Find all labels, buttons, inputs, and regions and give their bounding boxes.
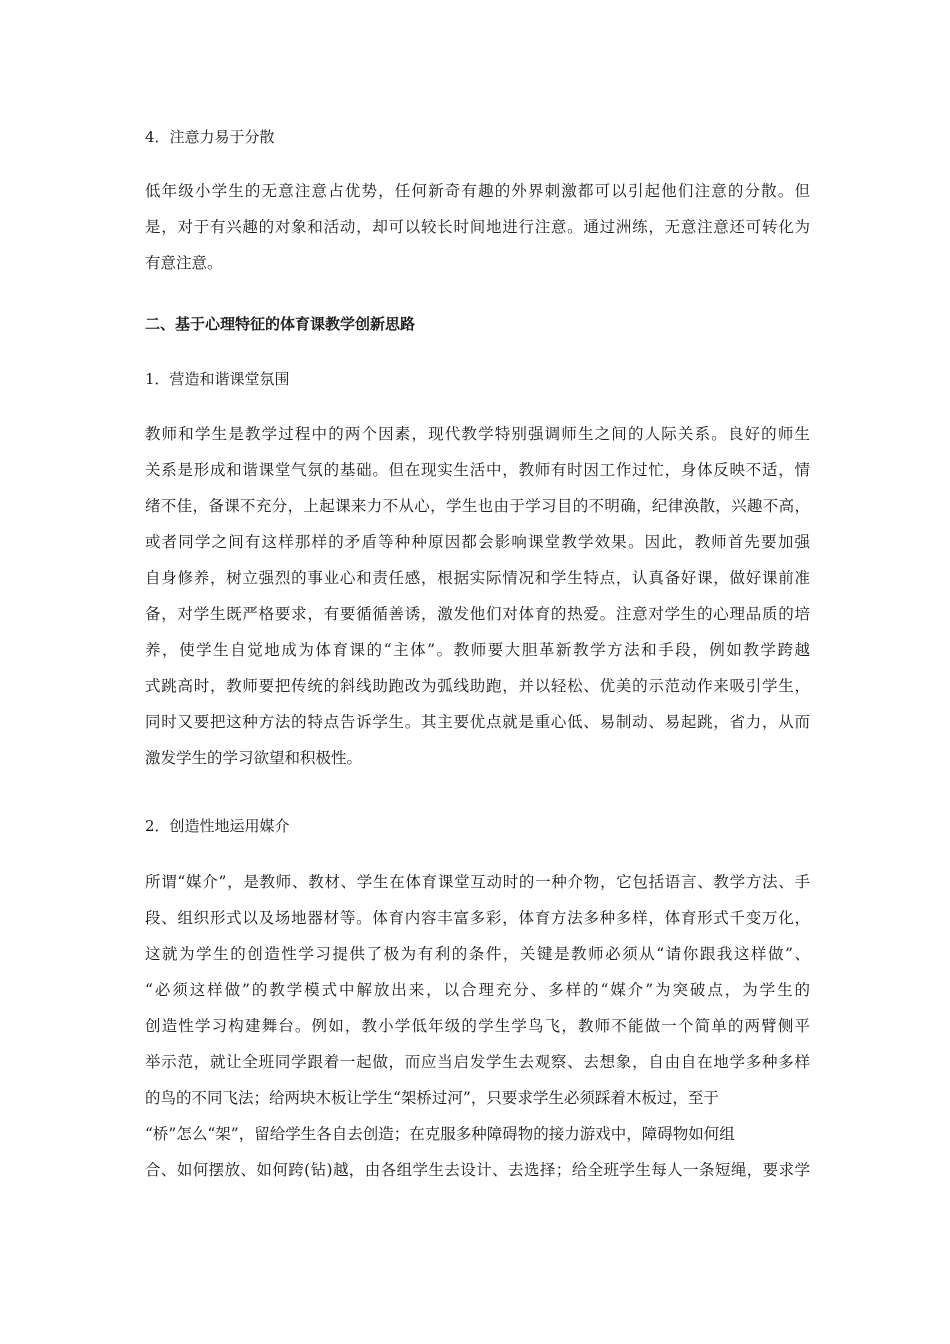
paragraph-line: 段、组织形式以及场地器材等。体育内容丰富多彩，体育方法多种多样，体育形式千变万化， <box>145 909 810 927</box>
section-heading: 二、基于心理特征的体育课教学创新思路 <box>145 315 416 333</box>
paragraph-line: 养，使学生自觉地成为体育课的“主体”。教师要大胆革新教学方法和手段，例如教学跨越 <box>145 641 810 659</box>
paragraph-line: 绪不佳，备课不充分，上起课来力不从心，学生也由于学习目的不明确，纪律涣散，兴趣不高， <box>145 497 810 515</box>
subheading-media: 2．创造性地运用媒介 <box>145 817 290 835</box>
paragraph-line: 创造性学习构建舞台。例如，教小学低年级的学生学鸟飞，教师不能做一个简单的两臂侧平 <box>145 1017 810 1035</box>
paragraph-media <box>145 871 810 1195</box>
paragraph-line: 式跳高时，教师要把传统的斜线助跑改为弧线助跑，并以轻松、优美的示范动作来吸引学生， <box>145 677 810 695</box>
paragraph-line: “桥”怎么“架”，留给学生各自去创造；在克服多种障碍物的接力游戏中，障碍物如何组 <box>145 1125 735 1143</box>
paragraph-line: 激发学生的学习欲望和积极性。 <box>145 749 363 767</box>
paragraph-line: 举示范，就让全班同学跟着一起做，而应当启发学生去观察、去想象，自由自在地学多种多样 <box>145 1053 810 1071</box>
paragraph-line: 同时又要把这种方法的特点告诉学生。其主要优点就是重心低、易制动、易起跳，省力，从而 <box>145 713 810 731</box>
paragraph-line: “必须这样做”的教学模式中解放出来，以合理充分、多样的“媒介”为突破点，为学生的 <box>145 981 810 999</box>
paragraph-line: 教师和学生是教学过程中的两个因素，现代教学特别强调师生之间的人际关系。良好的师生 <box>145 425 810 443</box>
paragraph-line: 所谓“媒介”，是教师、教材、学生在体育课堂互动时的一种介物，它包括语言、教学方法、手 <box>145 873 810 891</box>
paragraph-line: 或者同学之间有这样那样的矛盾等种种原因都会影响课堂教学效果。因此，教师首先要加强 <box>145 533 810 551</box>
paragraph-line: 有意注意。 <box>145 254 223 272</box>
paragraph-attention <box>145 180 810 288</box>
paragraph-line: 这就为学生的创造性学习提供了极为有利的条件，关键是教师必须从“请你跟我这样做”、 <box>145 945 810 963</box>
paragraph-line: 合、如何摆放、如何跨(钻)越，由各组学生去设计、去选择；给全班学生每人一条短绳，要求学 <box>145 1161 810 1179</box>
paragraph-harmony <box>145 423 810 783</box>
paragraph-line: 自身修养，树立强烈的事业心和责任感，根据实际情况和学生特点，认真备好课，做好课前准 <box>145 569 810 587</box>
paragraph-line: 低年级小学生的无意注意占优势，任何新奇有趣的外界刺激都可以引起他们注意的分散。但 <box>145 182 810 200</box>
subheading-harmony: 1．营造和谐课堂氛围 <box>145 370 290 388</box>
paragraph-line: 的鸟的不同飞法；给两块木板让学生“架桥过河”，只要求学生必须踩着木板过，至于 <box>145 1089 719 1107</box>
paragraph-line: 关系是形成和谐课堂气氛的基础。但在现实生活中，教师有时因工作过忙，身体反映不适，情 <box>145 461 810 479</box>
subheading-attention: 4．注意力易于分散 <box>145 128 275 146</box>
paragraph-line: 是，对于有兴趣的对象和活动，却可以较长时间地进行注意。通过洲练，无意注意还可转化为 <box>145 218 810 236</box>
paragraph-line: 备，对学生既严格要求，有要循循善诱，激发他们对体育的热爱。注意对学生的心理品质的培 <box>145 605 810 623</box>
